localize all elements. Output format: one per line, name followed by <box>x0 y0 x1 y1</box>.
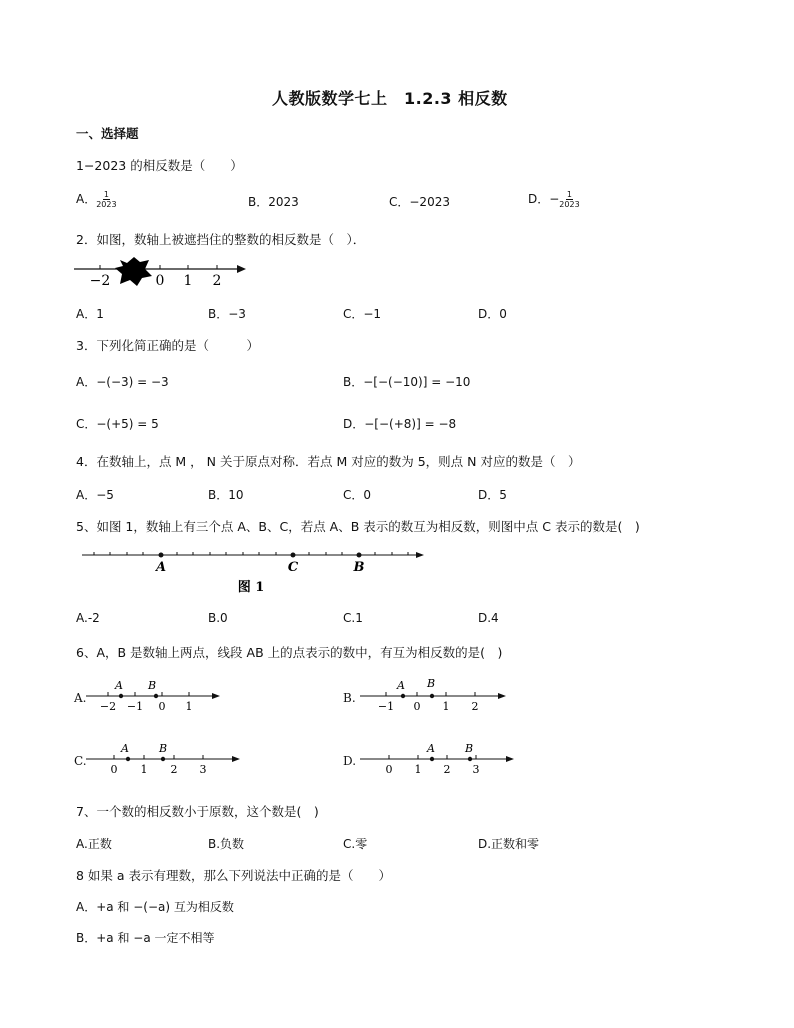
question-6-stem: 6、A，B 是数轴上两点，线段 AB 上的点表示的数中，有互为相反数的是( ) <box>76 645 503 660</box>
q6-option-a-label: A. <box>74 691 87 705</box>
q1-option-d <box>528 190 580 209</box>
q2-tick-label: 1 <box>183 273 193 289</box>
q5-point-a <box>159 553 164 558</box>
q5-point-label: B <box>353 560 365 575</box>
q6-option-b-number-line <box>358 676 513 716</box>
q1-option-a <box>76 190 117 209</box>
q6d-point-b <box>468 757 472 761</box>
q6b-point-label: B <box>426 677 436 690</box>
q1-option-b: B．2023 <box>248 195 299 209</box>
q6c-point-a <box>126 757 130 761</box>
q6a-tick-label: −1 <box>126 700 144 713</box>
q3-option-b: B．−[−(−10)] = −10 <box>343 375 471 389</box>
q1-a-numerator: 1 <box>103 190 109 199</box>
q6a-arrow-icon <box>212 693 220 699</box>
q1-d-numerator: 1 <box>566 190 573 199</box>
q6a-point-b <box>154 694 158 698</box>
question-8-stem: 8 如果 a 表示有理数，那么下列说法中正确的是（ ） <box>76 868 392 883</box>
question-7-stem: 7、一个数的相反数小于原数，这个数是( ) <box>76 804 319 819</box>
q6c-point-label: A <box>121 742 129 755</box>
question-4-stem: 4．在数轴上，点 M ， N 关于原点对称．若点 M 对应的数为 5，则点 N 对应的数是（ ） <box>76 454 581 469</box>
q5-point-b <box>357 553 362 558</box>
question-3-stem: 3．下列化简正确的是（ ） <box>76 338 259 353</box>
q6b-point-a <box>401 694 405 698</box>
q5-number-line-figure <box>76 543 428 598</box>
q6d-arrow-icon <box>506 756 514 762</box>
q6d-tick-label: 3 <box>472 763 480 776</box>
q2-number-line-figure <box>70 254 255 294</box>
q6b-arrow-icon <box>498 693 506 699</box>
q6a-point-a <box>119 694 123 698</box>
q6c-tick-label: 3 <box>199 763 207 776</box>
q2-option-a: A．1 <box>76 307 104 321</box>
q5-point-c <box>291 553 296 558</box>
q6b-point-b <box>430 694 434 698</box>
q6d-tick-label: 1 <box>414 763 422 776</box>
q1-d-denominator: 2023 <box>559 200 580 209</box>
q6-option-b-label: B. <box>343 691 356 705</box>
q6c-arrow-icon <box>232 756 240 762</box>
q6d-point-label: B <box>464 742 474 755</box>
q5-point-label: C <box>287 560 299 575</box>
q6d-tick-label: 0 <box>385 763 393 776</box>
q2-option-d: D．0 <box>478 307 507 321</box>
q2-axis-arrow-icon <box>237 265 246 273</box>
q6a-tick-label: −2 <box>99 700 117 713</box>
q7-option-d: D.正数和零 <box>478 837 540 851</box>
q1-option-a-fraction <box>96 190 116 209</box>
q6b-tick-label: 1 <box>442 700 450 713</box>
question-1-stem: 1−2023 的相反数是（ ） <box>76 158 243 173</box>
q7-option-b: B.负数 <box>208 837 245 851</box>
q6c-tick-label: 1 <box>140 763 148 776</box>
q2-tick-label: −2 <box>89 273 111 289</box>
q6b-tick-label: 2 <box>471 700 479 713</box>
q6a-point-label: A <box>115 679 123 692</box>
question-2-stem: 2．如图，数轴上被遮挡住的整数的相反数是（ ）． <box>76 232 366 247</box>
q1-option-d-fraction <box>559 190 579 209</box>
q7-option-c: C.零 <box>343 837 368 851</box>
q4-option-d: D．5 <box>478 488 507 502</box>
q2-tick-label: 2 <box>212 273 222 289</box>
q6a-tick-label: 0 <box>158 700 166 713</box>
q4-option-a: A．−5 <box>76 488 114 502</box>
q6d-point-a <box>430 757 434 761</box>
q6c-tick-label: 0 <box>110 763 118 776</box>
q2-option-b: B．−3 <box>208 307 246 321</box>
q6-option-d-number-line <box>358 739 518 779</box>
q5-axis-arrow-icon <box>416 552 424 558</box>
q5-option-a: A.-2 <box>76 611 100 625</box>
q5-option-c: C.1 <box>343 611 363 625</box>
q2-option-c: C．−1 <box>343 307 382 321</box>
page-title: 人教版数学七上 1.2.3 相反数 <box>272 89 508 108</box>
q7-option-a: A.正数 <box>76 837 112 851</box>
q8-option-b: B．+a 和 −a 一定不相等 <box>76 931 215 945</box>
q3-option-c: C．−(+5) = 5 <box>76 417 159 431</box>
q4-option-c: C．0 <box>343 488 372 502</box>
section-heading: 一、选择题 <box>76 126 139 141</box>
q6d-point-label: A <box>427 742 435 755</box>
q6b-point-label: A <box>397 679 405 692</box>
q8-option-a: A．+a 和 −(−a) 互为相反数 <box>76 900 234 914</box>
q1-option-c: C．−2023 <box>389 195 450 209</box>
q6-option-c-number-line <box>84 739 244 779</box>
q6b-tick-label: −1 <box>377 700 395 713</box>
q3-option-a: A．−(−3) = −3 <box>76 375 169 389</box>
q5-option-b: B.0 <box>208 611 228 625</box>
q1-option-a-label: A． <box>76 192 97 206</box>
q6c-tick-label: 2 <box>170 763 178 776</box>
q2-ink-blot-icon <box>115 257 152 286</box>
q6-option-d-label: D. <box>343 754 357 768</box>
q5-point-label: A <box>155 560 167 575</box>
q6a-tick-label: 1 <box>185 700 193 713</box>
q5-option-d: D.4 <box>478 611 499 625</box>
q6-option-c-label: C. <box>74 754 87 768</box>
q3-option-d: D．−[−(+8)] = −8 <box>343 417 457 431</box>
q6c-point-label: B <box>158 742 168 755</box>
q6-option-a-number-line <box>84 676 226 716</box>
q6d-tick-label: 2 <box>443 763 451 776</box>
q6c-point-b <box>161 757 165 761</box>
q4-option-b: B．10 <box>208 488 244 502</box>
q6b-tick-label: 0 <box>413 700 421 713</box>
q6a-point-label: B <box>147 679 157 692</box>
q5-figure-caption: 图 1 <box>237 580 265 595</box>
q1-option-d-label: D．− <box>528 192 560 206</box>
q2-tick-label: 0 <box>155 273 165 289</box>
q1-a-denominator: 2023 <box>96 200 117 209</box>
question-5-stem: 5、如图 1，数轴上有三个点 A、B、C，若点 A、B 表示的数互为相反数，则图中点 C 表示的数是( ) <box>76 519 640 534</box>
